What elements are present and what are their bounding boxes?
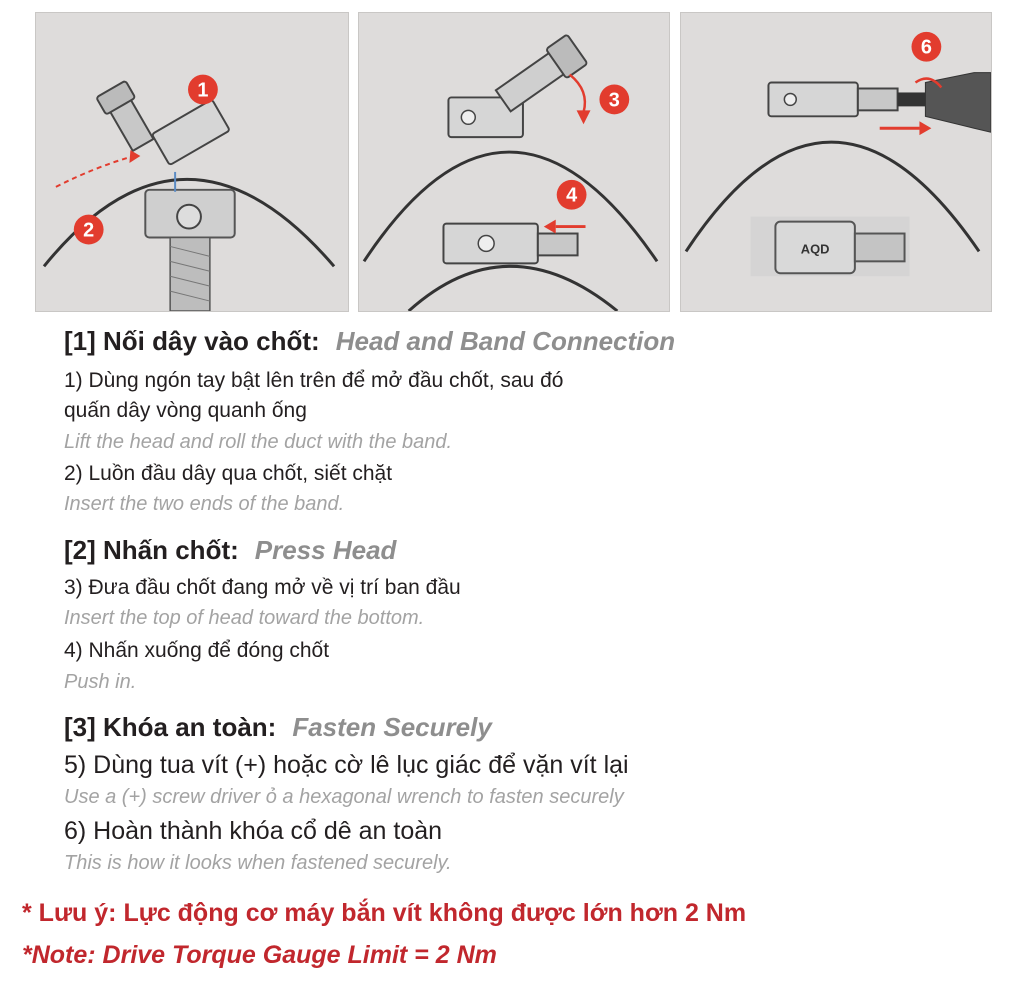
brand-logo: AQD — [800, 241, 830, 257]
illustration-head-band-connection — [35, 12, 349, 312]
step-3-en: Insert the top of head toward the bottom. — [64, 607, 425, 629]
note-vi: * Lưu ý: Lực động cơ máy bắn vít không được lớn hơn 2 Nm — [22, 899, 747, 927]
step-4-number: 4 — [566, 184, 578, 207]
section-3-title-vi: [3] Khóa an toàn: — [64, 712, 277, 742]
illustration-3-drawing — [681, 13, 991, 311]
step-5-en: Use a (+) screw driver ỏ a hexagonal wrench to fasten securely — [64, 786, 624, 808]
step-4-en: Push in. — [64, 671, 137, 693]
section-2-title-en: Press Head — [254, 535, 397, 565]
section-1-title-en: Head and Band Connection — [335, 326, 676, 356]
step-1-vi-line1: 1) Dùng ngón tay bật lên trên để mở đầu chốt, sau đó — [64, 369, 564, 392]
step-1-number: 1 — [197, 79, 209, 102]
step-2-en: Insert the two ends of the band. — [64, 493, 345, 515]
section-1-title — [64, 326, 675, 357]
step-5-vi: 5) Dùng tua vít (+) hoặc cờ lê lục giác để vặn vít lại — [64, 751, 629, 779]
step-2-vi: 2) Luồn đầu dây qua chốt, siết chặt — [64, 462, 393, 485]
step-3-vi: 3) Đưa đầu chốt đang mở về vị trí ban đầu — [64, 576, 461, 599]
illustration-2-drawing — [359, 13, 669, 311]
illustration-1-drawing — [36, 13, 348, 311]
step-4-vi: 4) Nhấn xuống để đóng chốt — [64, 639, 330, 662]
step-6-vi: 6) Hoàn thành khóa cổ dê an toàn — [64, 817, 443, 845]
step-1-en: Lift the head and roll the duct with the band. — [64, 431, 453, 453]
step-2-number: 2 — [83, 219, 95, 242]
note-en: *Note: Drive Torque Gauge Limit = 2 Nm — [22, 941, 497, 969]
step-6-number: 6 — [920, 36, 932, 59]
illustration-fasten-securely — [680, 12, 992, 312]
section-2-title-vi: [2] Nhấn chốt: — [64, 535, 239, 565]
step-6-en: This is how it looks when fastened securely. — [64, 852, 452, 874]
illustration-press-head — [358, 12, 670, 312]
section-3-title — [64, 712, 492, 743]
section-1-title-vi: [1] Nối dây vào chốt: — [64, 326, 320, 356]
step-1-vi-line2: quấn dây vòng quanh ống — [64, 399, 307, 422]
section-3-title-en: Fasten Securely — [292, 712, 492, 742]
section-2-title — [64, 535, 396, 566]
step-3-number: 3 — [608, 89, 620, 112]
